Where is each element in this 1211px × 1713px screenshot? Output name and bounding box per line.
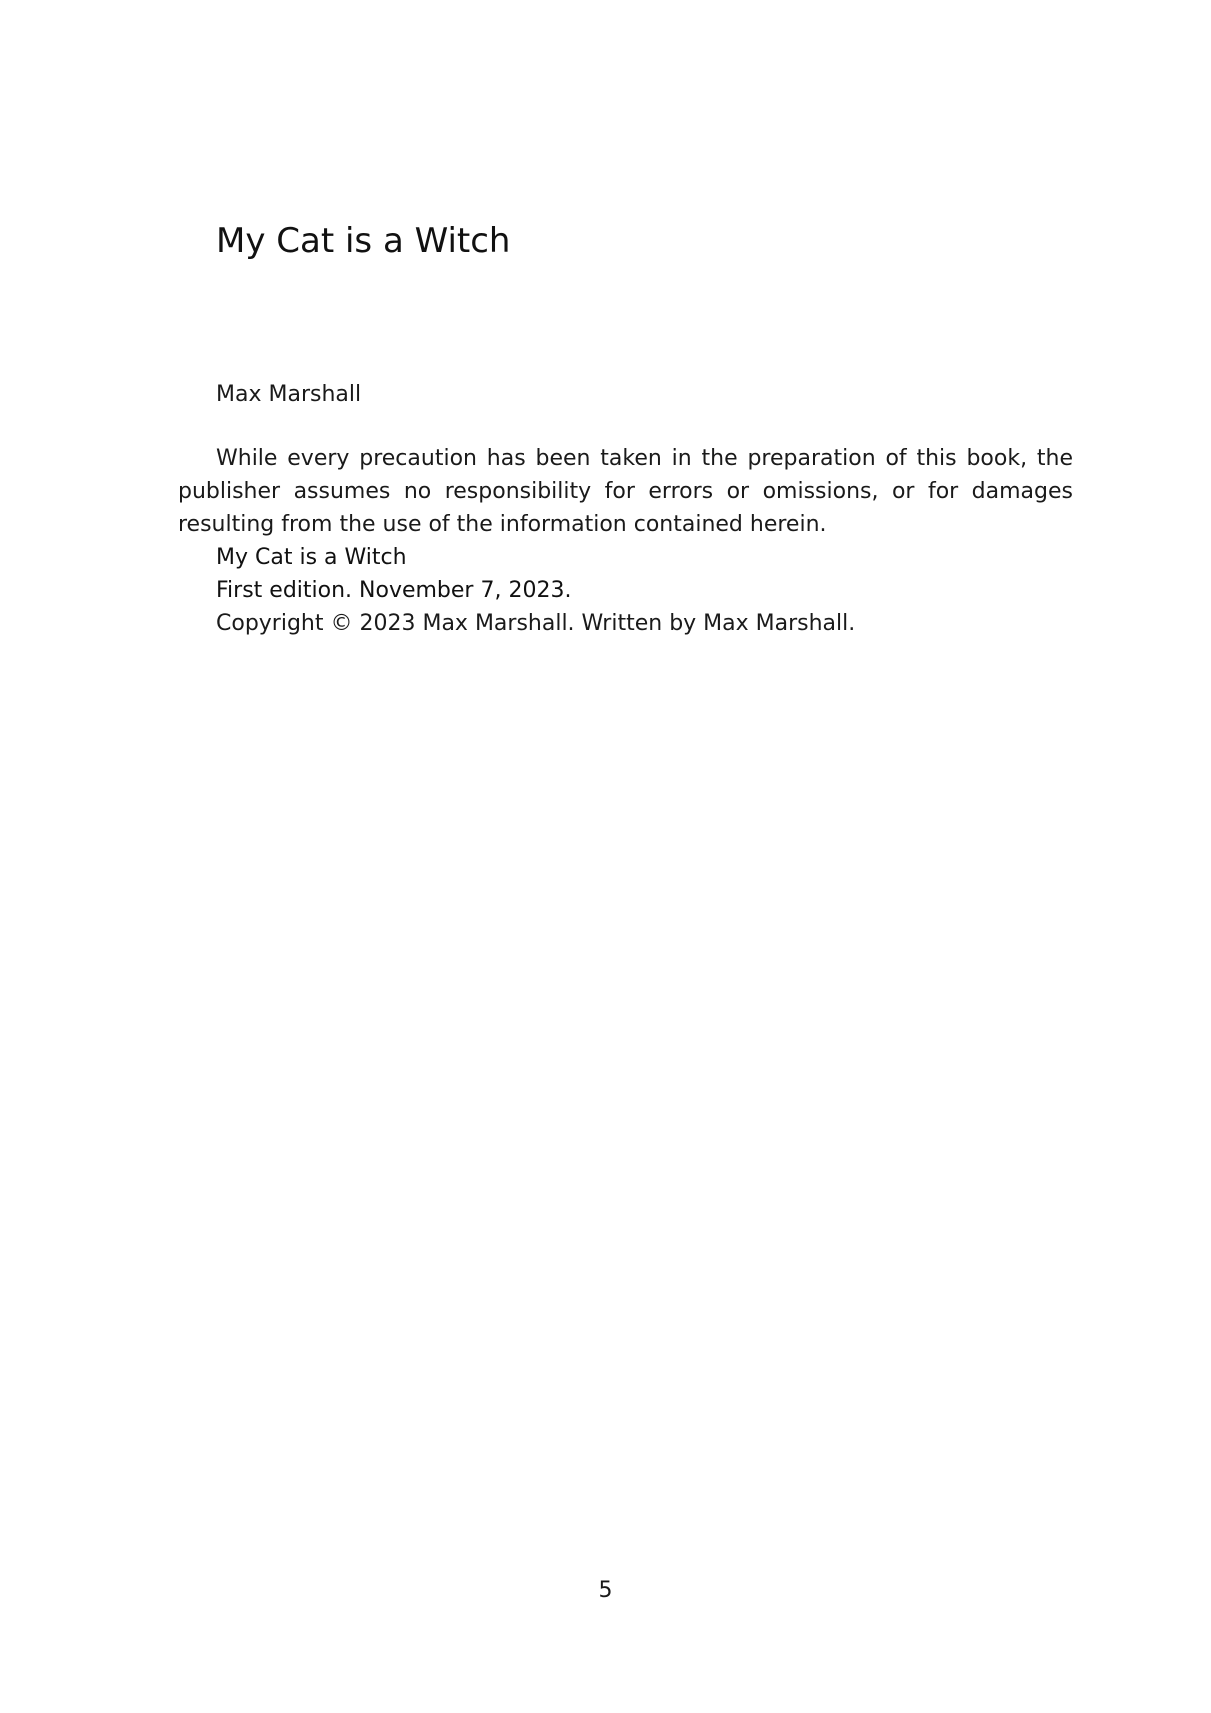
- copyright-line: Copyright © 2023 Max Marshall. Written by Max Marshall.: [216, 611, 856, 636]
- imprint-block: [178, 442, 1073, 640]
- disclaimer-paragraph: While every precaution has been taken in the preparation of this book, the publisher assumes no responsibility for errors or omissions, or for damages resulting from the use of the information contained herein.: [178, 446, 1073, 537]
- book-author: Max Marshall: [216, 382, 362, 407]
- imprint-title-line: My Cat is a Witch: [216, 545, 407, 570]
- page-number: 5: [598, 1578, 613, 1603]
- book-title: My Cat is a Witch: [216, 221, 511, 261]
- edition-line: First edition. November 7, 2023.: [216, 578, 572, 603]
